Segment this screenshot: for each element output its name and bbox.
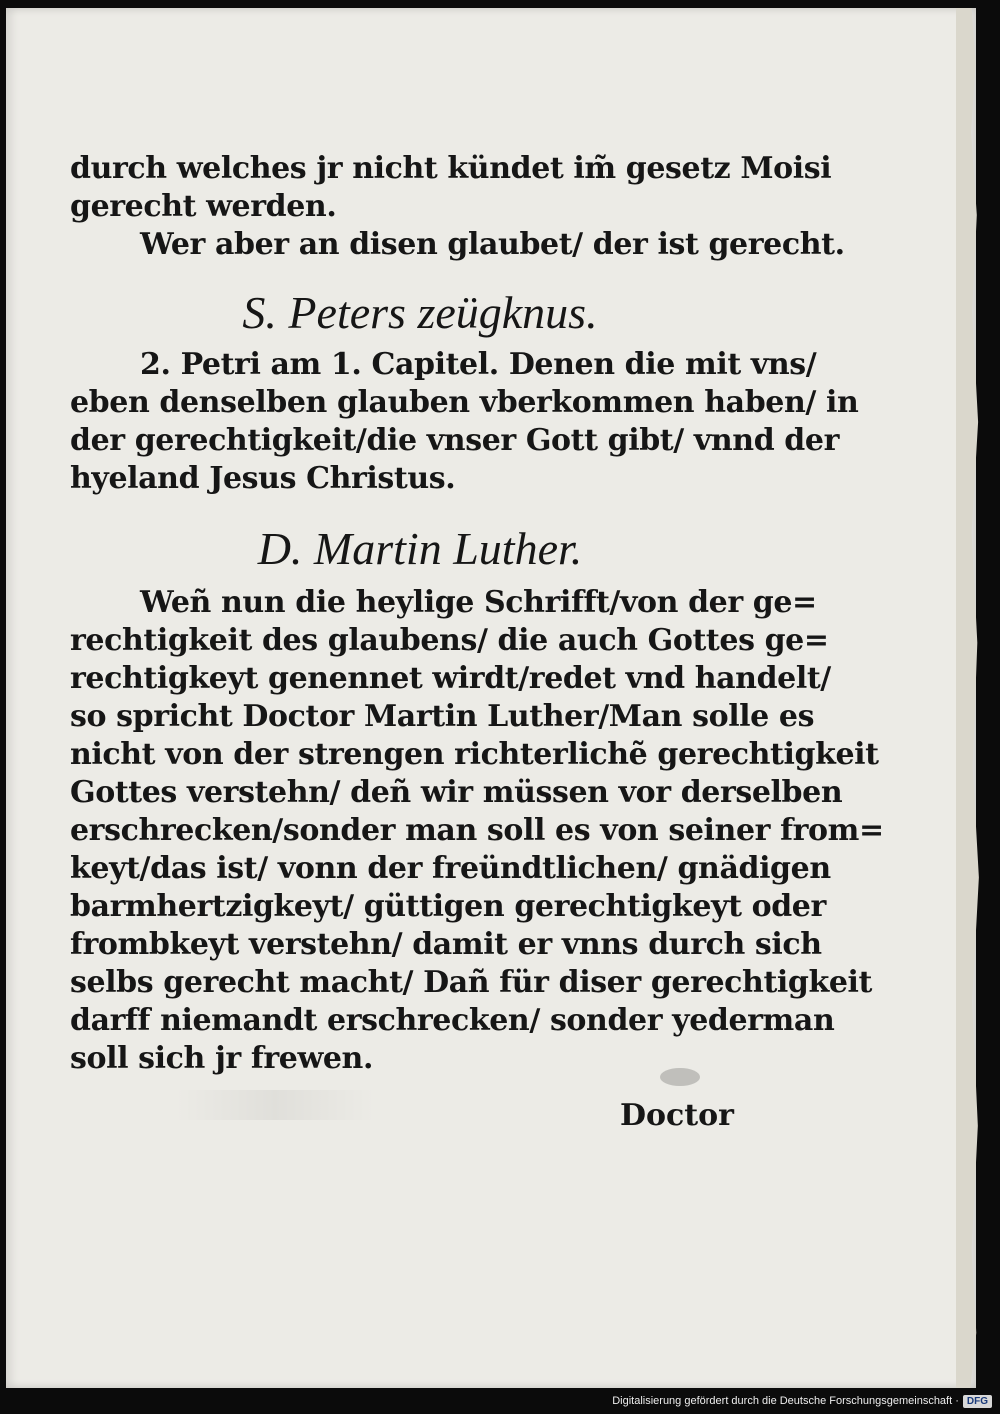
section-heading-luther: D. Martin Luther. (257, 523, 583, 574)
ink-smudge (660, 1068, 700, 1086)
dfg-logo: DFG (963, 1395, 992, 1408)
text-line: Gottes verstehn/ deñ wir müssen vor derselben (70, 775, 843, 810)
text-line: selbs gerecht macht/ Dañ für diser gerechtigkeit (70, 965, 873, 1000)
text-line: Weñ nun die heylige Schrifft/von der ge= (140, 585, 817, 620)
text-line: rechtigkeit des glaubens/ die auch Gottes ge= (70, 623, 829, 658)
section-heading-peter: S. Peters zeügknus. (242, 287, 598, 338)
page-deckle-edge (956, 8, 982, 1388)
text-line: nicht von der strengen richterlichẽ gerechtigkeit (70, 737, 879, 772)
text-line: Wer aber an disen glaubet/ der ist gerecht. (140, 227, 845, 262)
text-line: gerecht werden. (70, 189, 337, 224)
text-line: rechtigkeyt genennet wirdt/redet vnd handelt/ (70, 661, 831, 696)
text-line: frombkeyt verstehn/ damit er vnns durch sich (70, 927, 822, 962)
text-line: 2. Petri am 1. Capitel. Denen die mit vns/ (140, 347, 817, 382)
text-line: keyt/das ist/ vonn der freündtlichen/ gnädigen (70, 851, 831, 886)
text-line: erschrecken/sonder man soll es von seiner from= (70, 813, 884, 848)
text-line: so spricht Doctor Martin Luther/Man solle es (70, 699, 815, 734)
text-line: durch welches jr nicht kündet im̃ gesetz Moisi (70, 151, 832, 186)
text-line: barmhertzigkeyt/ güttigen gerechtigkeyt oder (70, 889, 826, 924)
catchword: Doctor (620, 1098, 734, 1133)
footer-credit (612, 1392, 992, 1410)
text-line: eben denselben glauben vberkommen haben/ in (70, 385, 859, 420)
text-line: hyeland Jesus Christus. (70, 461, 456, 496)
footer-text: Digitalisierung gefördert durch die Deutsche Forschungsgemeinschaft · (612, 1395, 959, 1407)
text-line: darff niemandt erschrecken/ sonder yederman (70, 1003, 835, 1038)
page-text (70, 150, 884, 1078)
text-line: soll sich jr frewen. (70, 1041, 374, 1076)
text-line: der gerechtigkeit/die vnser Gott gibt/ vnnd der (70, 423, 839, 458)
bleed-through-smudge (175, 1090, 375, 1120)
